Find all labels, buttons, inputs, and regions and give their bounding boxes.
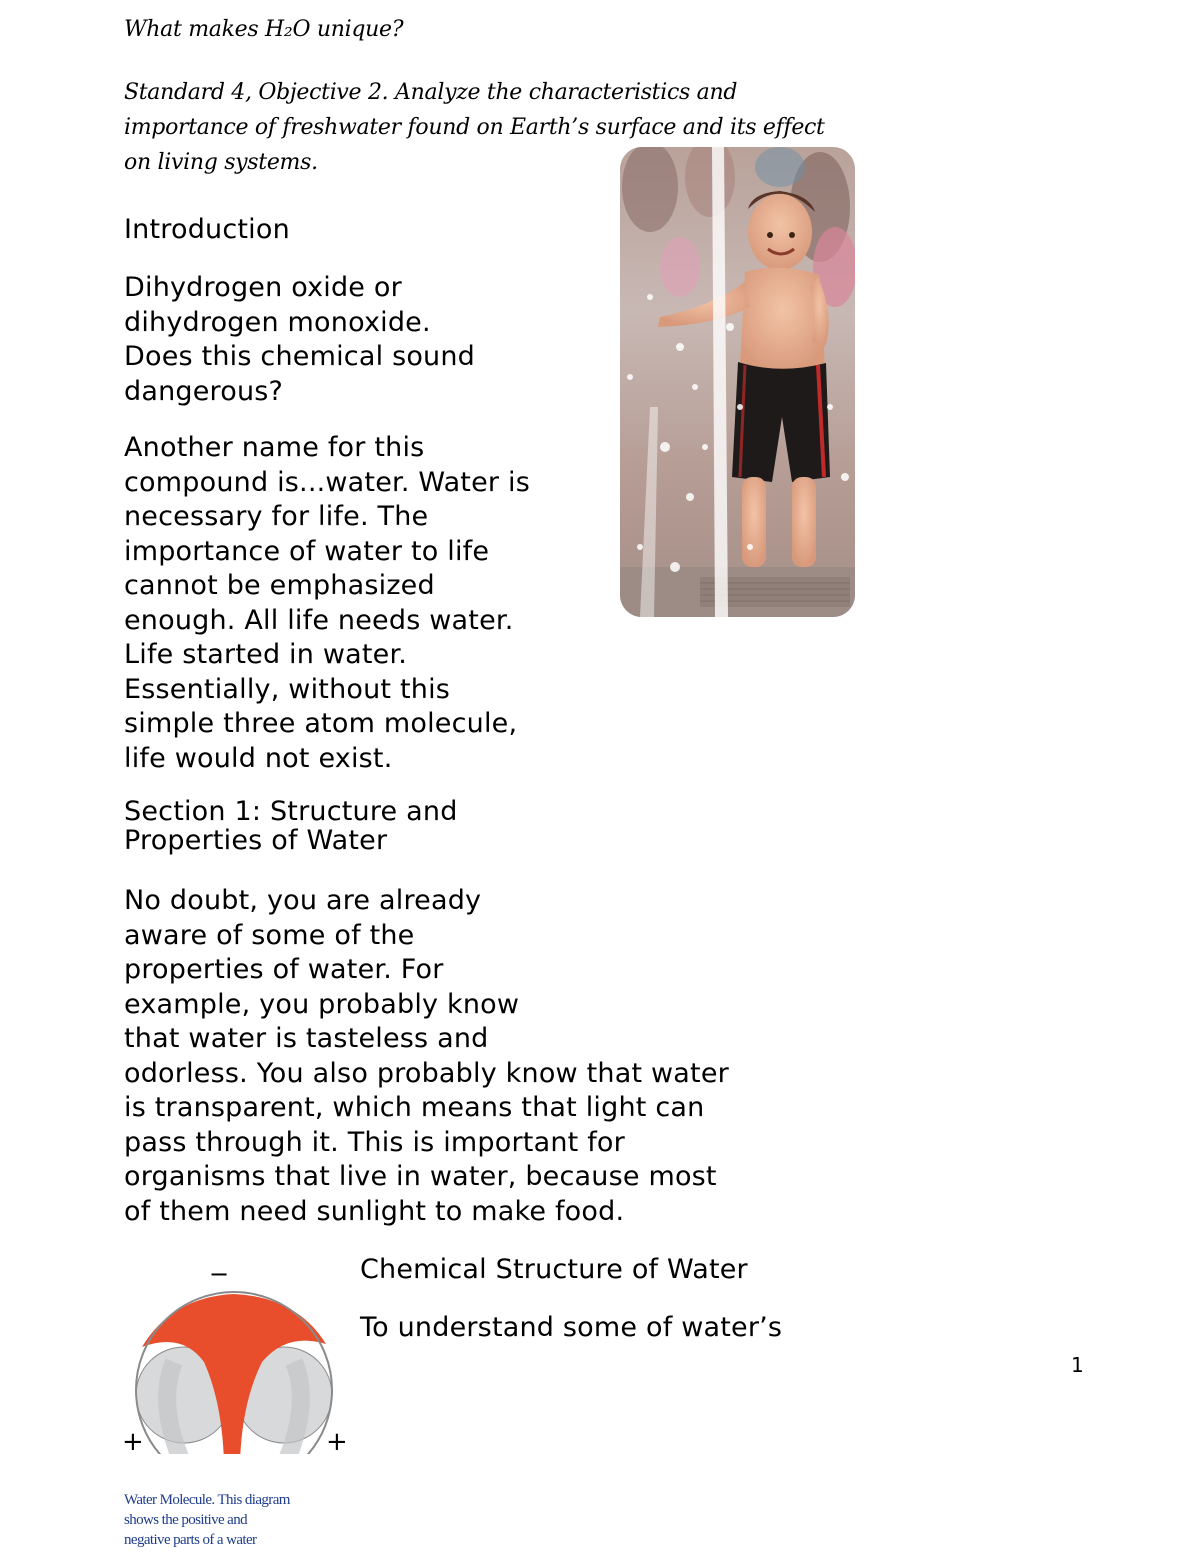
text-line: No doubt, you are already bbox=[124, 885, 482, 916]
text-line: pass through it. This is important for bbox=[124, 1126, 625, 1158]
text-line: compound is...water. Water is bbox=[124, 466, 530, 498]
introduction-paragraph-1 bbox=[124, 271, 475, 409]
text-line: odorless. You also probably know that water bbox=[124, 1057, 729, 1089]
standard-line: importance of freshwater found on Earth’s surface and its effect bbox=[124, 115, 825, 140]
caption-line: shows the positive and bbox=[124, 1512, 248, 1528]
text-line: simple three atom molecule, bbox=[124, 708, 518, 739]
text-line: of them need sunlight to make food. bbox=[124, 1195, 625, 1227]
heading-line: Section 1: Structure and bbox=[124, 796, 458, 827]
text-line: cannot be emphasized bbox=[124, 570, 435, 601]
text-line: properties of water. For bbox=[124, 954, 444, 985]
text-line: that water is tasteless and bbox=[124, 1023, 489, 1054]
text-line: Life started in water. bbox=[124, 639, 408, 670]
standard-line: on living systems. bbox=[124, 150, 318, 175]
negative-charge-label: − bbox=[209, 1262, 230, 1288]
molecule-caption bbox=[124, 1490, 354, 1550]
water-molecule-diagram bbox=[112, 1262, 352, 1462]
chemical-structure-heading: Chemical Structure of Water bbox=[360, 1254, 748, 1285]
text-line: is transparent, which means that light can bbox=[124, 1092, 705, 1123]
section-1-paragraph bbox=[124, 884, 729, 1229]
caption-line: Water Molecule. This diagram bbox=[124, 1492, 290, 1508]
text-line: Dihydrogen oxide or bbox=[124, 272, 402, 303]
text-line: organisms that live in water, because most bbox=[124, 1161, 717, 1192]
standard-line: Standard 4, Objective 2. Analyze the characteristics and bbox=[124, 80, 738, 105]
positive-charge-label-left: + bbox=[122, 1427, 144, 1457]
text-line: Another name for this bbox=[124, 432, 425, 463]
text-line: Essentially, without this bbox=[124, 673, 451, 705]
page-number: 1 bbox=[1071, 1353, 1084, 1377]
text-line: dangerous? bbox=[124, 375, 284, 407]
document-title: What makes H₂O unique? bbox=[124, 17, 404, 42]
text-line: dihydrogen monoxide. bbox=[124, 306, 431, 338]
caption-line: negative parts of a water bbox=[124, 1532, 257, 1548]
text-line: example, you probably know bbox=[124, 988, 520, 1020]
text-line: Does this chemical sound bbox=[124, 341, 476, 372]
chemical-structure-paragraph bbox=[360, 1311, 782, 1346]
introduction-heading: Introduction bbox=[124, 214, 290, 245]
text-line: To understand some of water’s bbox=[360, 1312, 783, 1343]
introduction-paragraph-2 bbox=[124, 431, 530, 776]
text-line: importance of water to life bbox=[124, 535, 490, 567]
heading-line: Properties of Water bbox=[124, 825, 388, 856]
text-line: aware of some of the bbox=[124, 919, 415, 951]
positive-charge-label-right: + bbox=[326, 1427, 348, 1457]
text-line: necessary for life. The bbox=[124, 501, 429, 532]
section-1-heading bbox=[124, 797, 458, 855]
fountain-photo bbox=[620, 147, 855, 617]
text-line: enough. All life needs water. bbox=[124, 604, 514, 636]
text-line: life would not exist. bbox=[124, 742, 393, 774]
